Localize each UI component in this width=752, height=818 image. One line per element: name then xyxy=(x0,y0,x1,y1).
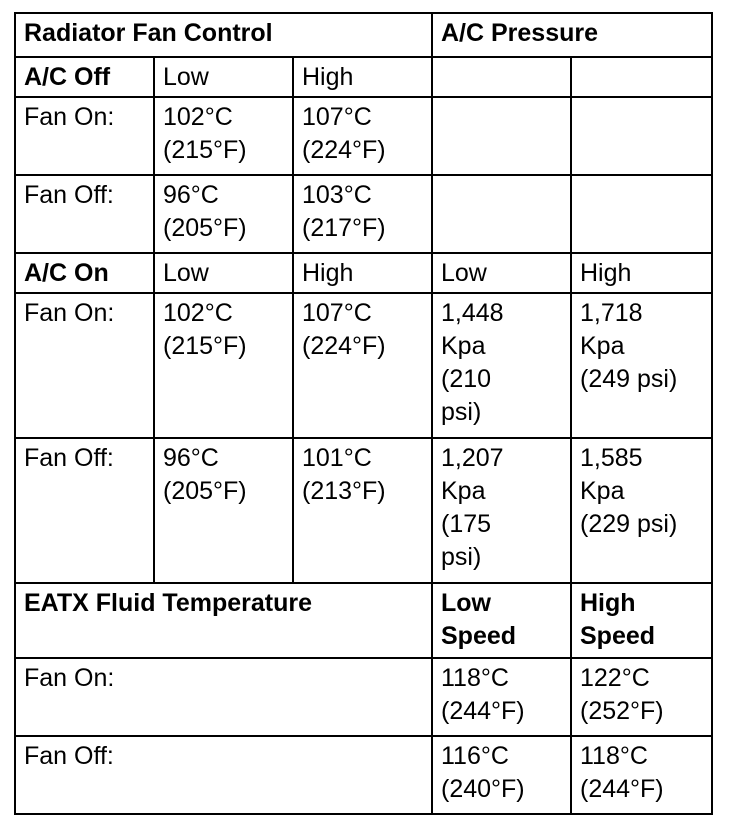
ac-off-fan-on-label: Fan On: xyxy=(15,97,154,175)
eatx-fan-on-label: Fan On: xyxy=(15,658,432,736)
ac-pressure-title: A/C Pressure xyxy=(432,13,712,57)
ac-off-fan-on-high: 107°C (224°F) xyxy=(293,97,432,175)
table-row xyxy=(15,57,712,97)
eatx-fan-on-low: 118°C (244°F) xyxy=(432,658,571,736)
table-row xyxy=(15,438,712,583)
ac-on-low-header: Low xyxy=(154,253,293,293)
eatx-fan-off-low: 116°C (240°F) xyxy=(432,736,571,814)
radiator-fan-control-title: Radiator Fan Control xyxy=(15,13,432,57)
eatx-low-speed-header: Low Speed xyxy=(432,583,571,658)
ac-off-high-header: High xyxy=(293,57,432,97)
pressure-high-header: High xyxy=(571,253,712,293)
table-row xyxy=(15,253,712,293)
empty-cell xyxy=(571,57,712,97)
ac-off-label: A/C Off xyxy=(15,57,154,97)
eatx-fan-off-label: Fan Off: xyxy=(15,736,432,814)
empty-cell xyxy=(571,97,712,175)
pressure-low-header: Low xyxy=(432,253,571,293)
ac-on-fan-on-high: 107°C (224°F) xyxy=(293,293,432,438)
empty-cell xyxy=(571,175,712,253)
table-row xyxy=(15,583,712,658)
ac-on-fan-off-pressure-high: 1,585 Kpa (229 psi) xyxy=(571,438,712,583)
table-row xyxy=(15,293,712,438)
ac-on-fan-off-pressure-low: 1,207 Kpa (175 psi) xyxy=(432,438,571,583)
ac-on-fan-off-low: 96°C (205°F) xyxy=(154,438,293,583)
ac-off-fan-on-low: 102°C (215°F) xyxy=(154,97,293,175)
radiator-fan-spec-table xyxy=(14,12,713,815)
table-row xyxy=(15,175,712,253)
eatx-fluid-temperature-title: EATX Fluid Temperature xyxy=(15,583,432,658)
table-row xyxy=(15,736,712,814)
eatx-fan-off-high: 118°C (244°F) xyxy=(571,736,712,814)
ac-on-fan-off-label: Fan Off: xyxy=(15,438,154,583)
ac-on-fan-off-high: 101°C (213°F) xyxy=(293,438,432,583)
table-row xyxy=(15,13,712,57)
ac-off-fan-off-low: 96°C (205°F) xyxy=(154,175,293,253)
ac-on-label: A/C On xyxy=(15,253,154,293)
table-row xyxy=(15,658,712,736)
ac-off-fan-off-high: 103°C (217°F) xyxy=(293,175,432,253)
ac-off-fan-off-label: Fan Off: xyxy=(15,175,154,253)
empty-cell xyxy=(432,97,571,175)
ac-on-fan-on-pressure-low: 1,448 Kpa (210 psi) xyxy=(432,293,571,438)
ac-on-fan-on-low: 102°C (215°F) xyxy=(154,293,293,438)
ac-off-low-header: Low xyxy=(154,57,293,97)
ac-on-fan-on-pressure-high: 1,718 Kpa (249 psi) xyxy=(571,293,712,438)
eatx-fan-on-high: 122°C (252°F) xyxy=(571,658,712,736)
ac-on-high-header: High xyxy=(293,253,432,293)
eatx-high-speed-header: High Speed xyxy=(571,583,712,658)
empty-cell xyxy=(432,175,571,253)
ac-on-fan-on-label: Fan On: xyxy=(15,293,154,438)
table-row xyxy=(15,97,712,175)
empty-cell xyxy=(432,57,571,97)
